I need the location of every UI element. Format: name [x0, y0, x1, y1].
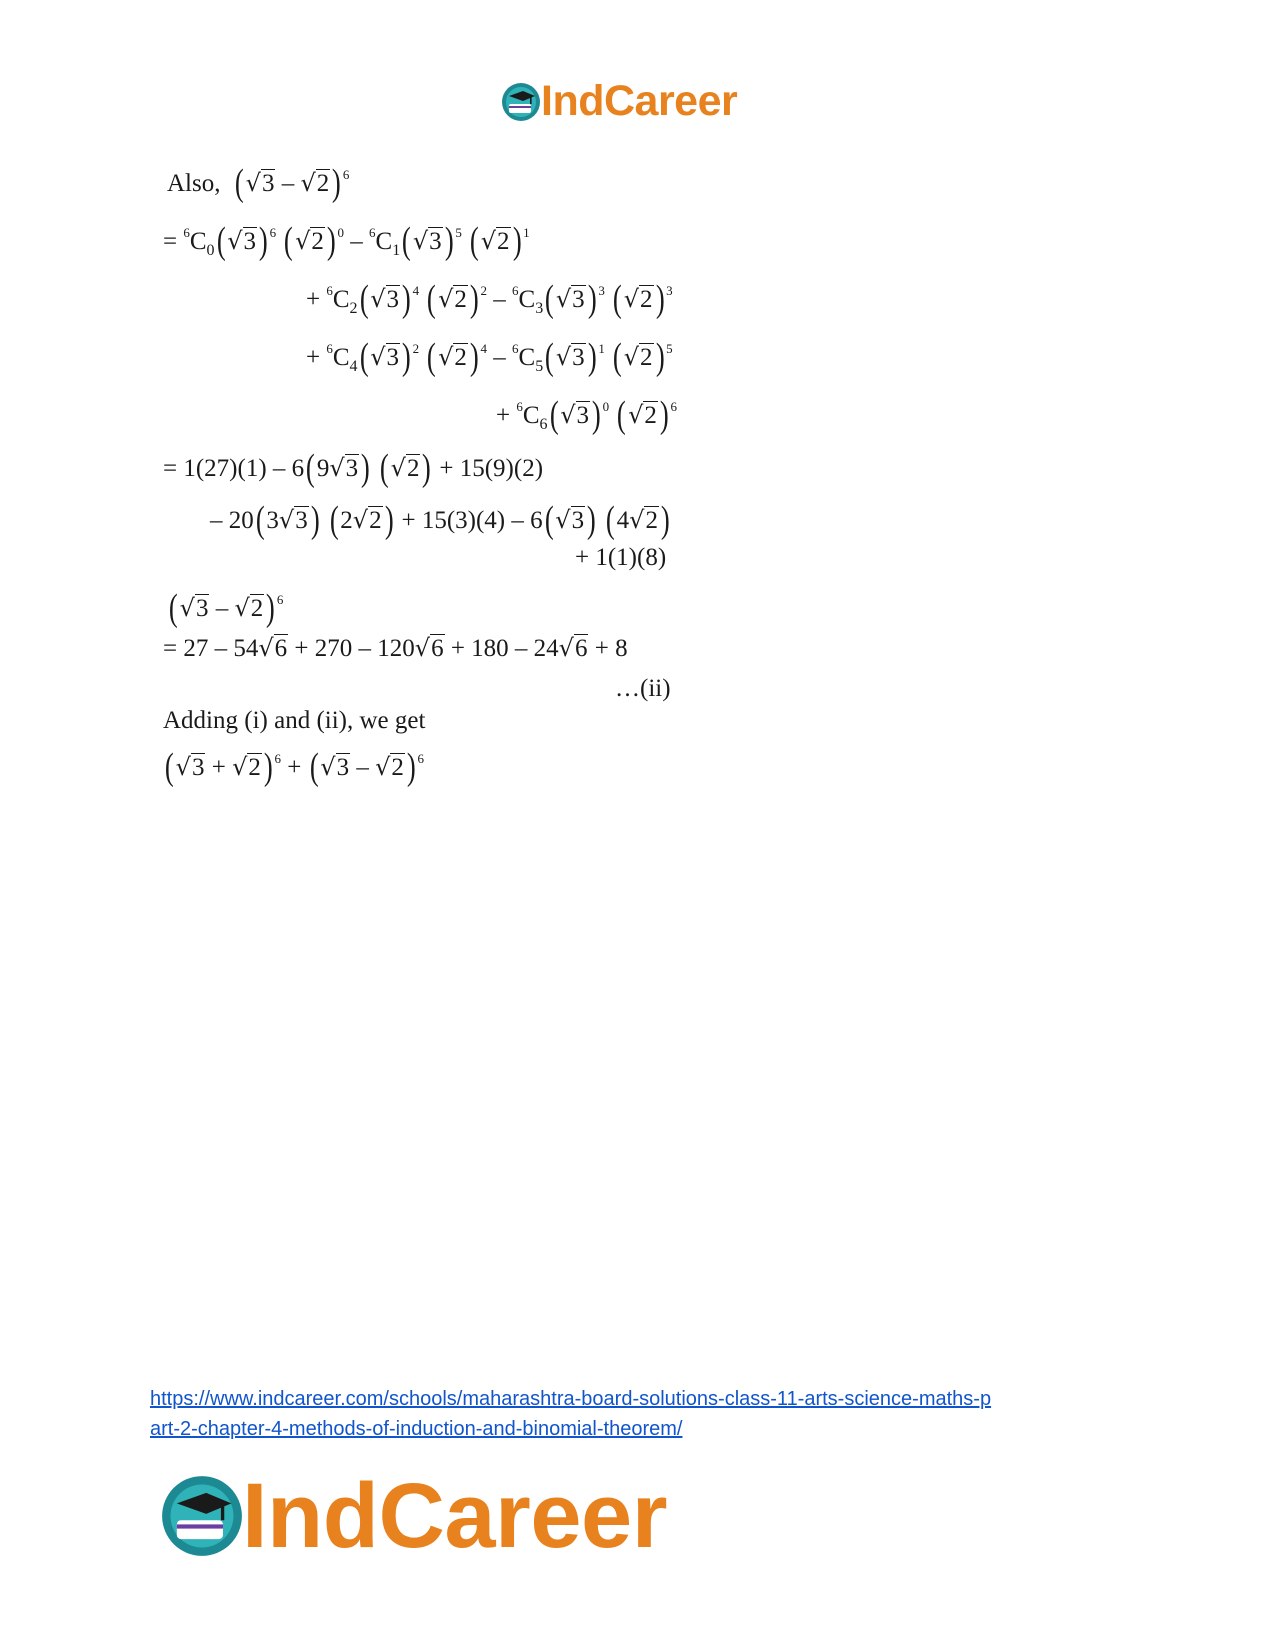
math-line-expansion-4: + $^6C_6(√3)$ $^0$ (√2) $^6$	[496, 394, 678, 436]
math-line-numeric-1: = 1(27)(1) – 6(9√3) (√2) + 15(9)(2)	[163, 447, 544, 489]
header-logo	[501, 77, 738, 125]
also-label: Also,	[167, 170, 221, 197]
math-line-final: (√3 + √2) $^6$ + (√3 – √2) $^6$	[164, 746, 425, 788]
math-line-also: Also, (√3 – √2) $^6$	[167, 162, 350, 204]
source-url-link[interactable]: https://www.indcareer.com/schools/maharashtra-board-solutions-class-11-arts-science-maths-p art-2-chapter-4-methods-of-induction-and-binomial-theorem/	[150, 1388, 992, 1440]
logo-wordmark: IndCareer	[541, 77, 738, 125]
math-line-lhs: (√3 – √2) $^6$	[168, 587, 284, 629]
math-line-expansion-2: + $^6C_2(√3)$ $^4$ (√2) $^2 - ^6C_3(√3)$ $^3$ (√2) $^3$	[306, 278, 673, 320]
graduation-cap-book-icon	[501, 82, 541, 122]
logo-wordmark: IndCareer	[242, 1465, 667, 1567]
equation-number: …(ii)	[615, 675, 671, 702]
footer-logo	[160, 1465, 667, 1567]
graduation-cap-book-icon	[160, 1474, 244, 1558]
math-line-expansion-1: = $^6C_0(√3)$ $^6$ (√2) $^0 - ^6C_1(√3)$ $^5$ (√2) $^1$	[163, 220, 530, 262]
math-line-numeric-3: + 1(1)(8)	[575, 544, 667, 571]
math-line-numeric-2: – 20(3√3) (2√2) + 15(3)(4) – 6(√3) (4√2)	[210, 499, 670, 541]
math-line-sum: = 27 – 54√6 + 270 – 120√6 + 180 – 24√6 + 8	[163, 634, 628, 662]
math-line-adding: Adding (i) and (ii), we get	[163, 707, 426, 734]
math-line-expansion-3: + $^6C_4(√3)$ $^2$ (√2) $^4 - ^6C_5(√3)$ $^1$ (√2) $^5$	[306, 336, 673, 378]
